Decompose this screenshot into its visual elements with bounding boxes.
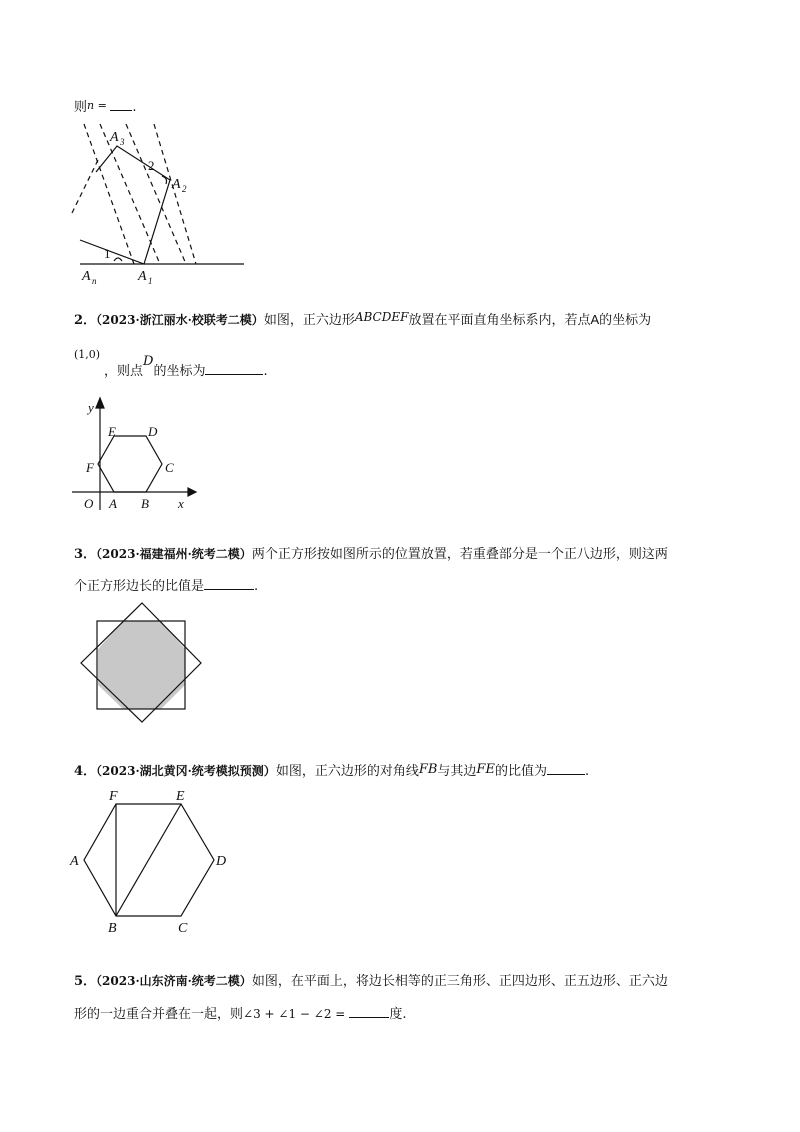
q2-coordinate: (1,0) — [74, 348, 101, 361]
q1-figure — [60, 118, 260, 288]
q4-answer-blank[interactable] — [547, 762, 585, 775]
q2-label-O: O — [84, 496, 94, 511]
q3-text-b: 个正方形边长的比值是 — [74, 579, 205, 594]
q4-label-E: E — [176, 789, 185, 804]
q4-text-a: 如图，正六边形的对角线 — [275, 764, 419, 779]
q1-equals: = — [94, 99, 111, 112]
q2-text-b: 放置在平面直角坐标系内，若点 — [408, 313, 591, 328]
q2-label-C: C — [165, 460, 174, 475]
q1-answer-blank[interactable] — [110, 98, 132, 111]
q4-period: . — [584, 764, 590, 779]
q4-label-D: D — [216, 854, 227, 869]
q2-number: 2． — [74, 313, 97, 328]
q3-period: . — [254, 579, 259, 594]
q2-answer-blank[interactable] — [205, 362, 263, 375]
q4-side-FE: FE — [476, 762, 495, 777]
q4-stem — [74, 762, 589, 781]
q1-variable-n: n — [87, 99, 95, 112]
q5-stem-line2 — [74, 1005, 406, 1024]
q2-hexagon-name: ABCDEF — [354, 310, 409, 324]
q1-parallel-dashed-lines — [72, 124, 196, 264]
q4-label-C: C — [178, 921, 188, 936]
q2-label-D: D — [148, 424, 158, 439]
q4-diagonal-EB-line — [116, 804, 181, 916]
q2-y-axis-arrow — [96, 398, 104, 408]
q2-hexagon — [98, 436, 162, 492]
q2-x-axis-arrow — [188, 488, 196, 496]
q4-number: 4． — [74, 764, 97, 779]
q1-label-An: A — [82, 269, 91, 284]
q1-label-A1: A — [138, 269, 147, 284]
q2-label-A: A — [109, 496, 117, 511]
q2-text-a: 如图，正六边形 — [263, 313, 355, 328]
q2-point-d: D — [143, 354, 154, 369]
q2-source: （2023·浙江丽水·校联考二模） — [96, 313, 264, 327]
q4-diagonal-FB: FB — [418, 762, 438, 777]
q2-figure — [70, 392, 210, 517]
q4-text-c: 的比值为 — [494, 764, 547, 779]
q1-label-A3: A — [110, 130, 119, 145]
q4-label-B: B — [108, 921, 117, 936]
q1-answer-line — [74, 97, 136, 117]
q5-number: 5． — [74, 974, 97, 989]
q2-label-y: y — [88, 400, 94, 415]
q4-source: （2023·湖北黄冈·统考模拟预测） — [96, 764, 276, 778]
q4-label-A: A — [70, 854, 79, 869]
q2-label-x: x — [178, 496, 184, 511]
q2-label-B: B — [141, 496, 149, 511]
q4-figure — [66, 788, 236, 938]
q1-label-A1-sub: 1 — [148, 276, 153, 286]
q1-polygon-edges — [80, 146, 170, 264]
q1-label-A2-sub: 2 — [182, 184, 187, 194]
q5-text-b: 形的一边重合并叠在一起，则 — [74, 1007, 244, 1022]
q5-stem-line1 — [74, 972, 668, 991]
q2-stem-line2 — [104, 354, 268, 381]
q1-label-An-sub: n — [92, 276, 97, 286]
q3-text-a: 两个正方形按如图所示的位置放置，若重叠部分是一个正八边形，则这两 — [251, 547, 668, 562]
q1-angle2-label: 2 — [148, 158, 155, 173]
q4-label-F: F — [109, 789, 118, 804]
q5-text-a: 如图，在平面上，将边长相等的正三角形、正四边形、正五边形、正六边 — [251, 974, 668, 989]
q4-text-b: 与其边 — [437, 764, 477, 779]
q1-angle1-arc — [114, 258, 122, 261]
q1-label-A3-sub: 3 — [120, 137, 125, 147]
q1-angle1-label: 1 — [104, 246, 111, 261]
q5-answer-blank[interactable] — [349, 1005, 389, 1018]
q2-point-a: A — [590, 312, 600, 327]
q2-period: . — [263, 364, 268, 379]
q1-period: . — [132, 100, 137, 115]
q3-number: 3． — [74, 547, 97, 562]
q5-angle-expression: ∠3 + ∠1 − ∠2 = — [243, 1007, 346, 1021]
q5-unit: 度. — [389, 1007, 407, 1022]
q3-source: （2023·福建福州·统考二模） — [96, 547, 252, 561]
q3-stem-line1 — [74, 545, 668, 564]
q2-text-d: ，则点 — [104, 364, 144, 379]
q2-label-F: F — [86, 460, 94, 475]
q5-source: （2023·山东济南·统考二模） — [96, 974, 252, 988]
q2-text-e: 的坐标为 — [153, 364, 206, 379]
q3-answer-blank[interactable] — [204, 577, 254, 590]
q2-text-c: 的坐标为 — [599, 313, 652, 328]
q2-stem-line1 — [74, 308, 651, 330]
q3-stem-line2 — [74, 577, 258, 596]
q3-figure — [76, 597, 206, 727]
q2-label-E: E — [108, 424, 116, 439]
q1-label-A2: A — [172, 177, 181, 192]
q1-prefix: 则 — [74, 100, 88, 115]
